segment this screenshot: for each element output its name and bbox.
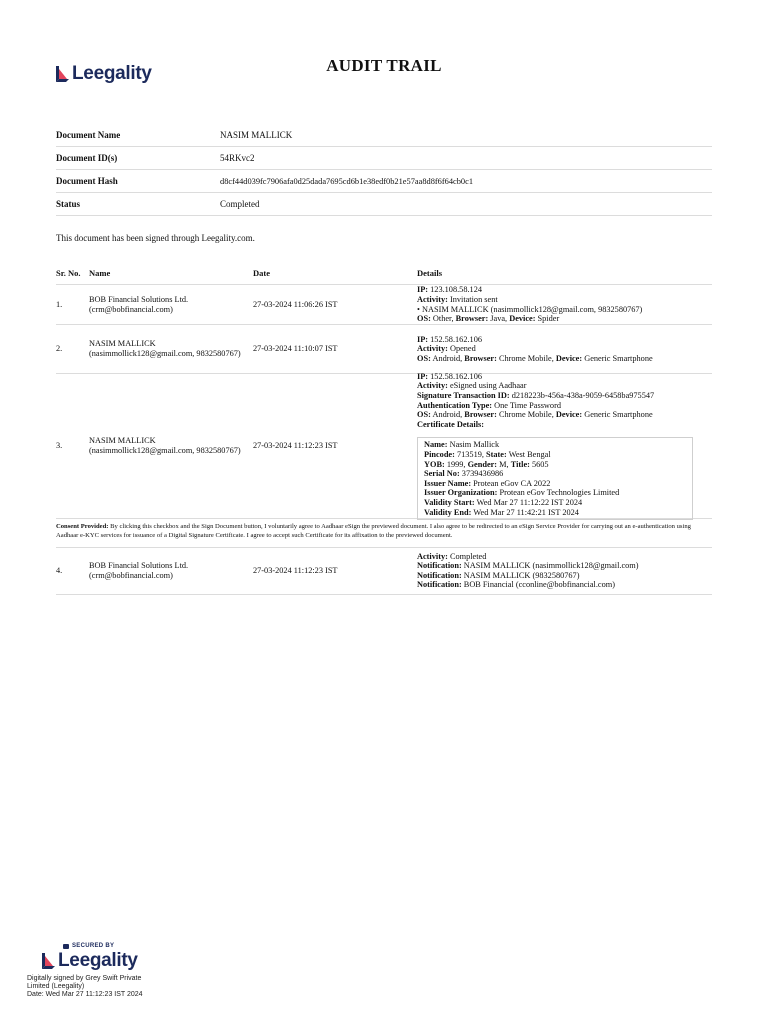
activity-value: Invitation sent	[449, 294, 498, 304]
ip-label: IP:	[417, 285, 429, 295]
ip-label: IP:	[417, 371, 429, 381]
cert-gender-value: M,	[499, 459, 509, 469]
cert-validity-start-label: Validity Start:	[424, 497, 475, 507]
signature-transaction-value: d218223b-456a-438a-9059-6458ba975547	[511, 391, 655, 401]
browser-value: Chrome Mobile,	[498, 353, 554, 363]
row-date: 27-03-2024 11:12:23 IST	[253, 566, 338, 576]
row-details	[417, 282, 712, 326]
cert-org-value: Protean eGov Technologies Limited	[499, 488, 620, 498]
table-row	[56, 285, 712, 325]
header-name: Name	[89, 267, 111, 278]
row-name	[89, 436, 253, 455]
row-name	[89, 295, 253, 314]
notification-value: NASIM MALLICK (nasimmollick128@gmail.com)	[463, 561, 639, 571]
cert-yob-label: YOB:	[424, 459, 445, 469]
cert-yob-value: 1999,	[446, 459, 466, 469]
activity-value: Completed	[449, 551, 487, 561]
activity-label: Activity:	[417, 344, 448, 354]
ip-value: 152.58.162.106	[430, 334, 482, 344]
name-line: NASIM MALLICK	[89, 436, 156, 446]
row-details	[417, 549, 712, 593]
cert-gender-label: Gender:	[467, 459, 498, 469]
notification-value: BOB Financial (cconline@bobfinancial.com)	[463, 580, 615, 590]
cert-org-label: Issuer Organization:	[424, 488, 498, 498]
activity-label: Activity:	[417, 381, 448, 391]
cert-validity-end-label: Validity End:	[424, 507, 472, 517]
cert-issuer-label: Issuer Name:	[424, 478, 472, 488]
device-value: Spider	[537, 314, 560, 324]
notification-label: Notification:	[417, 570, 462, 580]
meta-value: 54RKvc2	[220, 153, 255, 163]
row-name	[89, 561, 253, 580]
document-meta-table	[56, 124, 712, 216]
page-title: AUDIT TRAIL	[326, 56, 442, 75]
row-sr-no: 1.	[56, 299, 63, 309]
meta-label: Document ID(s)	[56, 153, 118, 163]
device-label: Device:	[555, 410, 583, 420]
signature-line: Digitally signed by Grey Swift Private	[27, 975, 142, 982]
row-name	[89, 339, 253, 358]
table-row	[56, 325, 712, 374]
name-line: NASIM MALLICK	[89, 339, 156, 349]
ip-value: 152.58.162.106	[430, 371, 482, 381]
lock-icon	[63, 944, 69, 949]
os-value: Android,	[432, 353, 463, 363]
meta-row-document-name	[56, 124, 712, 147]
cert-name-value: Nasim Mallick	[449, 440, 500, 450]
audit-trail-table	[56, 263, 712, 595]
meta-label: Status	[56, 199, 81, 209]
email-line: (crm@bobfinancial.com)	[89, 304, 173, 314]
certificate-details-title: Certificate Details:	[417, 419, 485, 429]
os-value: Other,	[432, 314, 454, 324]
consent-label: Consent Provided:	[56, 523, 109, 530]
cert-pincode-value: 713519,	[456, 450, 484, 459]
secured-by-text: SECURED BY	[72, 943, 115, 949]
cert-pincode-label: Pincode:	[424, 450, 455, 459]
ip-label: IP:	[417, 334, 429, 344]
consent-text: By clicking this checkbox and the Sign Document button, I voluntarily agree to Aadhaar eSign the previewed document. I also agree to be redirected to an eSign Service Provider for carrying out an e-authentication using Aadhaar e-KYC services for issuance of a Digital Signature Certificate. I agree to accept such Certificate for its affixation to the previewed document.	[56, 523, 691, 540]
signature-transaction-label: Signature Transaction ID:	[417, 391, 510, 401]
digital-signature-stamp	[27, 943, 167, 999]
os-label: OS:	[417, 314, 431, 324]
auth-type-value: One Time Password	[494, 400, 561, 410]
row-sr-no: 3.	[56, 441, 63, 451]
cert-state-label: State:	[486, 450, 507, 459]
auth-type-label: Authentication Type:	[417, 400, 493, 410]
cert-serial-value: 3739436986	[461, 469, 504, 479]
table-row	[56, 548, 712, 595]
notification-label: Notification:	[417, 561, 462, 571]
browser-value: Chrome Mobile,	[498, 410, 554, 420]
activity-label: Activity:	[417, 294, 448, 304]
cert-issuer-value: Protean eGov CA 2022	[473, 478, 551, 488]
meta-value: NASIM MALLICK	[220, 130, 293, 140]
device-label: Device:	[509, 314, 536, 324]
header-details: Details	[417, 267, 443, 278]
os-label: OS:	[417, 410, 431, 420]
row-sr-no: 2.	[56, 344, 63, 354]
cert-state-value: West Bengal	[508, 450, 551, 459]
email-line: (crm@bobfinancial.com)	[89, 570, 173, 580]
meta-label: Document Hash	[56, 176, 118, 186]
certificate-details-box	[417, 437, 693, 520]
cert-validity-end-value: Wed Mar 27 11:42:21 IST 2024	[473, 507, 579, 517]
notification-value: NASIM MALLICK (9832580767)	[463, 570, 580, 580]
os-value: Android,	[432, 410, 463, 420]
row-details	[417, 332, 712, 367]
meta-row-document-hash	[56, 170, 712, 193]
row-date: 27-03-2024 11:10:07 IST	[253, 344, 338, 354]
os-label: OS:	[417, 353, 431, 363]
footer-logo-text: Leegality	[58, 950, 138, 971]
meta-row-document-id	[56, 147, 712, 170]
meta-label: Document Name	[56, 130, 121, 140]
signature-details	[27, 975, 167, 999]
meta-row-status	[56, 193, 712, 216]
email-line: (nasimmollick128@gmail.com, 9832580767)	[89, 446, 241, 455]
cert-title-value: 5605	[531, 459, 549, 469]
row-date: 27-03-2024 11:06:26 IST	[253, 299, 338, 309]
invitee-line: • NASIM MALLICK (nasimmollick128@gmail.com, 9832580767)	[417, 304, 643, 314]
footer-leegality-logo	[40, 950, 167, 972]
leegality-mark-icon	[40, 952, 56, 970]
table-row	[56, 371, 712, 519]
header-sr-no: Sr. No.	[56, 267, 81, 278]
cert-title-label: Title:	[510, 459, 530, 469]
name-line: BOB Financial Solutions Ltd.	[89, 561, 189, 571]
cert-validity-start-value: Wed Mar 27 11:12:22 IST 2024	[476, 497, 583, 507]
status-value: Completed	[220, 199, 260, 209]
cert-name-label: Name:	[424, 440, 448, 450]
name-line: BOB Financial Solutions Ltd.	[89, 294, 189, 304]
browser-label: Browser:	[464, 353, 497, 363]
browser-label: Browser:	[455, 314, 489, 324]
header-date: Date	[253, 267, 270, 278]
consent-provided	[56, 519, 712, 548]
device-value: Generic Smartphone	[584, 353, 653, 363]
browser-value: Java,	[490, 314, 508, 324]
activity-value: eSigned using Aadhaar	[449, 381, 527, 391]
browser-label: Browser:	[464, 410, 497, 420]
activity-value: Opened	[449, 344, 476, 354]
row-details	[417, 369, 712, 523]
signed-through-note: This document has been signed through Leegality.com.	[56, 233, 255, 243]
activity-label: Activity:	[417, 551, 448, 561]
row-date: 27-03-2024 11:12:23 IST	[253, 441, 338, 451]
row-sr-no: 4.	[56, 566, 63, 576]
notification-label: Notification:	[417, 580, 462, 590]
meta-value: d8cf44d039fc7906afa0d25dada7695cd6b1e38edf0b21e57aa8d8f6f64cb0c1	[220, 176, 474, 186]
email-line: (nasimmollick128@gmail.com, 9832580767)	[89, 349, 241, 358]
device-label: Device:	[555, 353, 583, 363]
logo-text: Leegality	[72, 63, 152, 84]
signature-date: Date: Wed Mar 27 11:12:23 IST 2024	[27, 991, 143, 998]
ip-value: 123.108.58.124	[430, 285, 482, 295]
device-value: Generic Smartphone	[584, 410, 653, 420]
signature-line: Limited (Leegality)	[27, 983, 85, 990]
cert-serial-label: Serial No:	[424, 469, 460, 479]
secured-by-label	[63, 943, 167, 949]
